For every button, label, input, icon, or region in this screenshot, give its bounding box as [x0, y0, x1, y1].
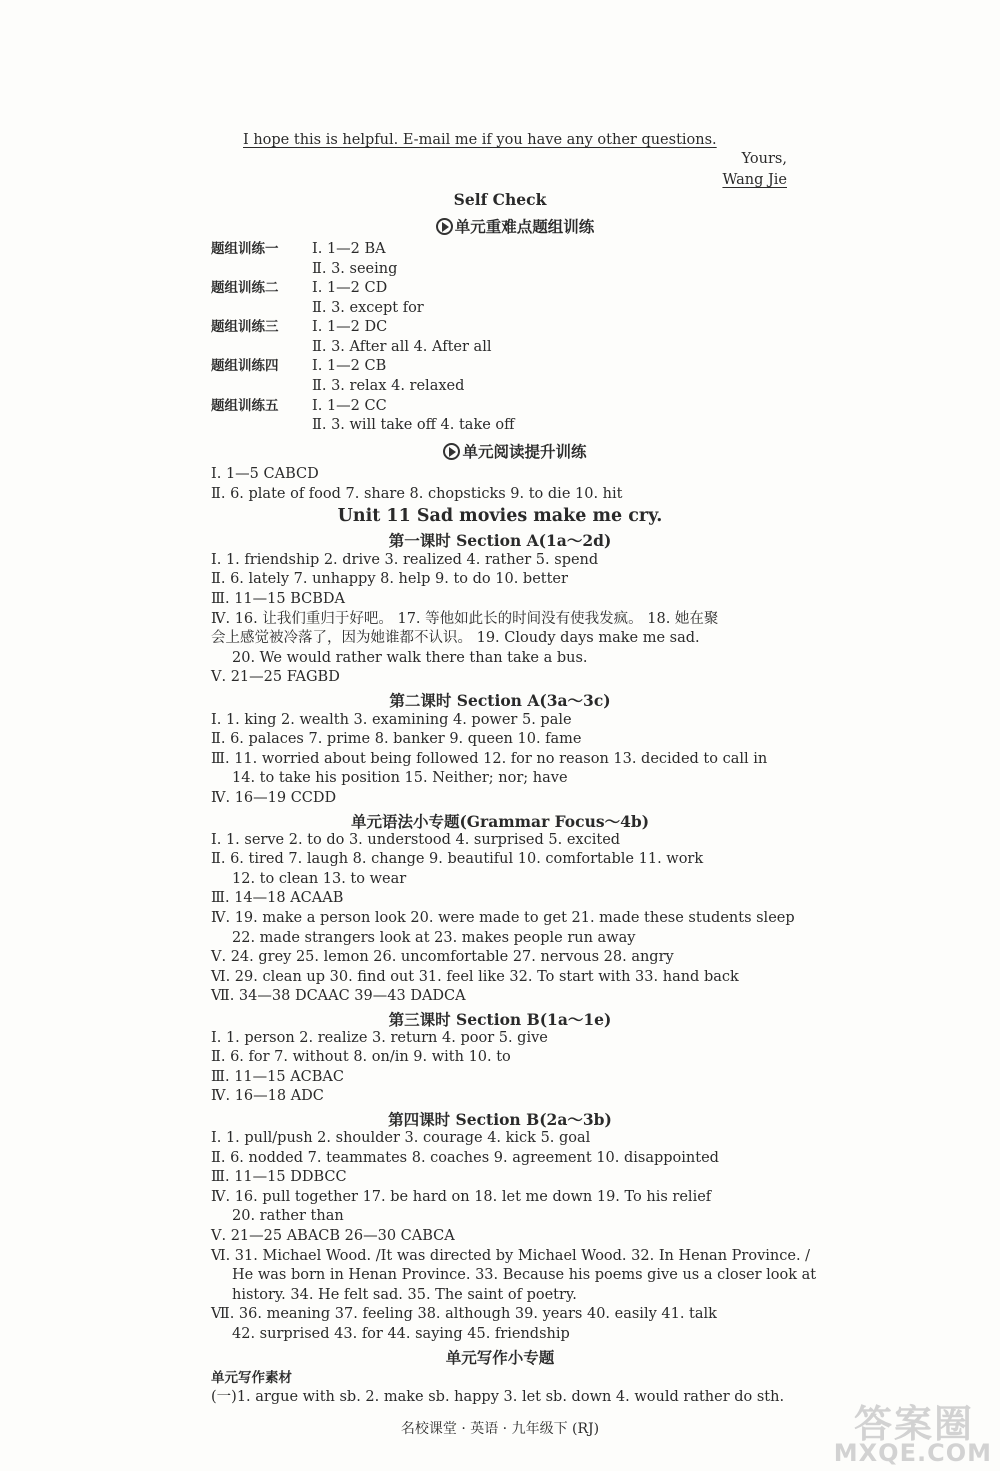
answer-line: 12. to clean 13. to wear — [232, 871, 407, 887]
answer-line: history. 34. He felt sad. 35. The saint of poetry. — [232, 1287, 577, 1303]
arrow-circle-icon — [443, 443, 460, 460]
group-answer-line: Ⅱ. 3. except for — [312, 300, 424, 316]
group-answer-line: Ⅰ. 1—2 CB — [312, 358, 387, 374]
answer-line: Ⅴ. 21—25 ABACB 26—30 CABCA — [211, 1228, 455, 1244]
section-bar-label: 单元重难点题组训练 — [454, 218, 595, 236]
answer-line: Ⅲ. 11—15 BCBDA — [211, 591, 345, 607]
group-answer-line: Ⅰ. 1—2 DC — [312, 319, 388, 335]
section-title: 第三课时 Section B(1a～1e) — [388, 1010, 612, 1029]
answer-line: (一)1. argue with sb. 2. make sb. happy 3. let sb. down 4. would rather do sth. — [211, 1389, 785, 1405]
group-label: 题组训练二 — [211, 280, 279, 296]
answer-line: Ⅳ. 19. make a person look 20. were made to get 21. made these students sleep — [211, 910, 795, 926]
section-bar-key-points — [0, 215, 1000, 237]
answer-line: Ⅶ. 34—38 DCAAC 39—43 DADCA — [211, 988, 466, 1004]
group-answer-line: Ⅰ. 1—2 BA — [312, 241, 386, 257]
reading-line: Ⅱ. 6. plate of food 7. share 8. chopsticks 9. to die 10. hit — [211, 486, 623, 502]
group-answer-line: Ⅱ. 3. seeing — [312, 261, 398, 277]
answer-line: Ⅰ. 1. pull/push 2. shoulder 3. courage 4. kick 5. goal — [211, 1130, 591, 1146]
self-check-title: Self Check — [453, 190, 547, 209]
group-answer-line: Ⅱ. 3. relax 4. relaxed — [312, 378, 465, 394]
group-answer-line: Ⅱ. 3. After all 4. After all — [312, 339, 492, 355]
letter-closing-line: I hope this is helpful. E-mail me if you have any other questions. — [243, 132, 717, 148]
section-title: 单元语法小专题(Grammar Focus～4b) — [350, 812, 650, 831]
section-title: 第一课时 Section A(1a～2d) — [388, 531, 612, 550]
answer-line: Ⅳ. 16. pull together 17. be hard on 18. let me down 19. To his relief — [211, 1189, 712, 1205]
answer-line: Ⅲ. 11—15 DDBCC — [211, 1169, 347, 1185]
answer-line: Ⅱ. 6. for 7. without 8. on/in 9. with 10. to — [211, 1049, 511, 1065]
answer-line: Ⅱ. 6. nodded 7. teammates 8. coaches 9. agreement 10. disappointed — [211, 1150, 719, 1166]
answer-line: Ⅰ. 1. serve 2. to do 3. understood 4. surprised 5. excited — [211, 832, 621, 848]
answer-line: Ⅶ. 36. meaning 37. feeling 38. although 39. years 40. easily 41. talk — [211, 1306, 717, 1322]
answer-line: Ⅰ. 1. friendship 2. drive 3. realized 4. rather 5. spend — [211, 552, 599, 568]
answer-line: Ⅴ. 24. grey 25. lemon 26. uncomfortable 27. nervous 28. angry — [211, 949, 674, 965]
section-title: 单元写作小专题 — [445, 1349, 555, 1367]
answer-line: Ⅲ. 14—18 ACAAB — [211, 890, 344, 906]
answer-line: Ⅱ. 6. lately 7. unhappy 8. help 9. to do 10. better — [211, 571, 568, 587]
answer-line: He was born in Henan Province. 33. Because his poems give us a closer look at — [232, 1267, 817, 1283]
watermark — [822, 1393, 992, 1467]
arrow-circle-icon — [436, 218, 453, 235]
answer-line: 会上感觉被冷落了，因为她谁都不认识。 19. Cloudy days make me sad. — [211, 630, 700, 646]
letter-signature: Wang Jie — [722, 172, 787, 188]
answer-line: 14. to take his position 15. Neither; nor; have — [232, 770, 568, 786]
letter-sign-off: Yours, — [741, 151, 787, 167]
answer-line: Ⅵ. 31. Michael Wood. /It was directed by Michael Wood. 32. In Henan Province. / — [211, 1248, 811, 1264]
answer-line: Ⅳ. 16—18 ADC — [211, 1088, 324, 1104]
section-bar-reading — [0, 440, 1000, 462]
answer-line: Ⅲ. 11. worried about being followed 12. for no reason 13. decided to call in — [211, 751, 768, 767]
answer-line: Ⅵ. 29. clean up 30. find out 31. feel like 32. To start with 33. hand back — [211, 969, 739, 985]
answer-line: Ⅳ. 16. 让我们重归于好吧。 17. 等他如此长的时间没有使我发疯。 18. 她在聚 — [211, 611, 719, 627]
answer-line: Ⅰ. 1. king 2. wealth 3. examining 4. power 5. pale — [211, 712, 572, 728]
section-title: 第二课时 Section A(3a～3c) — [389, 691, 611, 710]
watermark-url: MXQE.COM — [833, 1439, 992, 1467]
answer-line: 42. surprised 43. for 44. saying 45. friendship — [232, 1326, 570, 1342]
page-footer: 名校课堂 · 英语 · 九年级下 (RJ) — [400, 1421, 600, 1437]
answer-line: 22. made strangers look at 23. makes people run away — [232, 930, 636, 946]
group-label: 题组训练三 — [211, 319, 279, 335]
group-answer-line: Ⅱ. 3. will take off 4. take off — [312, 417, 515, 433]
answer-line: Ⅲ. 11—15 ACBAC — [211, 1069, 344, 1085]
writing-subtitle: 单元写作素材 — [211, 1370, 292, 1386]
group-label: 题组训练一 — [211, 241, 279, 257]
answer-line: Ⅰ. 1. person 2. realize 3. return 4. poor 5. give — [211, 1030, 548, 1046]
answer-line: 20. rather than — [232, 1208, 344, 1224]
group-label: 题组训练四 — [211, 358, 279, 374]
group-answer-line: Ⅰ. 1—2 CD — [312, 280, 388, 296]
reading-line: Ⅰ. 1—5 CABCD — [211, 466, 319, 482]
answer-line: 20. We would rather walk there than take a bus. — [232, 650, 588, 666]
answer-line: Ⅱ. 6. tired 7. laugh 8. change 9. beautiful 10. comfortable 11. work — [211, 851, 704, 867]
answer-line: Ⅳ. 16—19 CCDD — [211, 790, 337, 806]
section-bar-label: 单元阅读提升训练 — [462, 443, 587, 461]
group-answer-line: Ⅰ. 1—2 CC — [312, 398, 387, 414]
group-label: 题组训练五 — [211, 398, 279, 414]
answer-line: Ⅱ. 6. palaces 7. prime 8. banker 9. queen 10. fame — [211, 731, 582, 747]
unit-title: Unit 11 Sad movies make me cry. — [337, 506, 663, 526]
section-title: 第四课时 Section B(2a～3b) — [388, 1110, 612, 1129]
answer-line: Ⅴ. 21—25 FAGBD — [211, 669, 340, 685]
watermark-logo: 答案圈 — [853, 1402, 974, 1446]
